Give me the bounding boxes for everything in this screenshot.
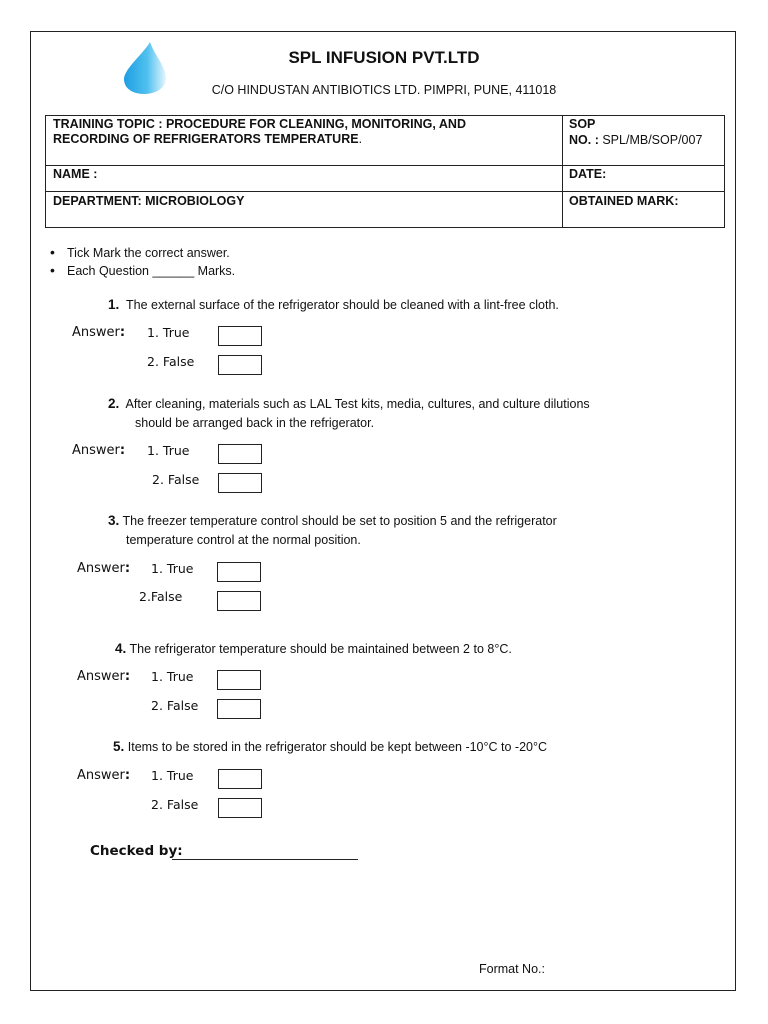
question-number: 5. [113,739,125,754]
date-field: DATE: [569,167,607,181]
question-number: 2. [108,396,120,411]
question-text: The refrigerator temperature should be maintained between 2 to 8°C. [129,642,512,656]
option-false: 2. False [152,472,200,487]
answer-checkbox-true[interactable] [218,769,262,789]
answer-checkbox-false[interactable] [217,699,261,719]
signature-line[interactable] [172,859,358,860]
sop-number: SOP NO. : SPL/MB/SOP/007 [569,117,703,147]
training-topic: TRAINING TOPIC : PROCEDURE FOR CLEANING, MONITORING, AND RECORDING OF REFRIGERATORS TEMPERATURE. [53,117,466,146]
question-5 [113,737,547,757]
question-1 [108,295,559,315]
question-number: 3. [108,513,120,528]
question-4 [115,639,512,659]
checked-by-label: Checked by: [90,843,183,859]
option-false: 2. False [147,354,195,369]
answer-checkbox-false[interactable] [218,798,262,818]
question-text: The freezer temperature control should be set to position 5 and the refrigerator [122,514,557,528]
instruction-item: • Tick Mark the correct answer. [50,244,235,262]
answer-checkbox-true[interactable] [218,326,262,346]
option-true: 1. True [147,443,190,458]
answer-label: Answer: [72,443,126,458]
answer-label: Answer: [72,325,126,340]
answer-label: Answer: [77,669,131,684]
question-3 [108,511,557,550]
option-true: 1. True [151,669,194,684]
answer-label: Answer: [77,768,131,783]
question-number: 4. [115,641,127,656]
answer-checkbox-false[interactable] [217,591,261,611]
option-true: 1. True [151,561,194,576]
instruction-item: • Each Question ______ Marks. [50,262,235,280]
answer-checkbox-false[interactable] [218,473,262,493]
option-true: 1. True [151,768,194,783]
option-false: 2. False [151,797,199,812]
department-field: DEPARTMENT: MICROBIOLOGY [53,194,245,208]
question-text-cont: temperature control at the normal position. [126,533,361,547]
name-row [46,166,724,192]
option-false: 2.False [139,589,183,604]
instructions-list [50,244,235,280]
info-table [45,115,725,228]
question-number: 1. [108,297,120,312]
option-false: 2. False [151,698,199,713]
answer-label: Answer: [77,561,131,576]
name-field: NAME : [53,167,98,181]
company-name: SPL INFUSION PVT.LTD [288,48,480,67]
question-text: After cleaning, materials such as LAL Test kits, media, cultures, and culture dilutions [125,397,590,411]
question-text-cont: should be arranged back in the refrigerator. [135,416,375,430]
answer-checkbox-true[interactable] [217,562,261,582]
table-column-divider [562,116,563,227]
company-address: C/O HINDUSTAN ANTIBIOTICS LTD. PIMPRI, PUNE, 411018 [211,83,557,97]
option-true: 1. True [147,325,190,340]
question-text: The external surface of the refrigerator should be cleaned with a lint-free cloth. [126,298,559,312]
question-text: Items to be stored in the refrigerator should be kept between -10°C to -20°C [127,740,548,754]
format-number: Format No.: [479,962,545,976]
obtained-mark-field: OBTAINED MARK: [569,194,679,208]
answer-checkbox-true[interactable] [217,670,261,690]
answer-checkbox-false[interactable] [218,355,262,375]
question-2 [108,394,590,433]
answer-checkbox-true[interactable] [218,444,262,464]
